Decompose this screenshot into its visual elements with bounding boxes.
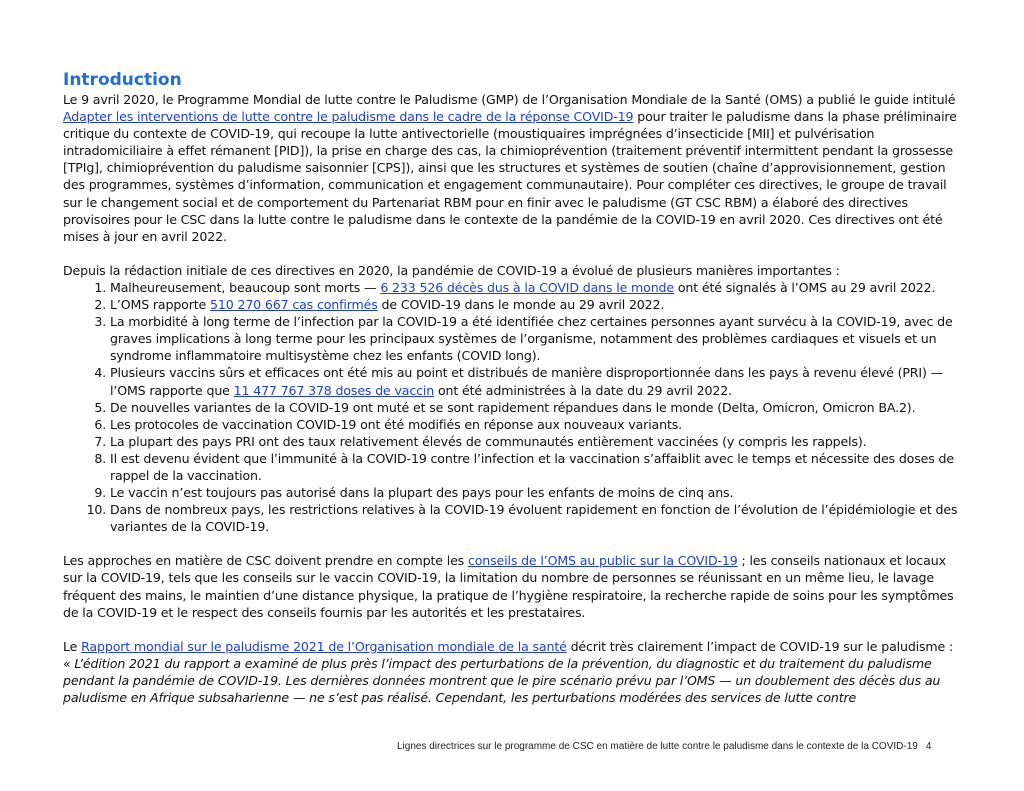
intro-text-1: Le 9 avril 2020, le Programme Mondial de lutte contre le Paludisme (GMP) de l’Organisation Mondiale de la Santé (OMS) a publié le guide intitulé <box>63 92 956 107</box>
page-content <box>63 70 958 706</box>
list-item: 4. Plusieurs vaccins sûrs et efficaces ont été mis au point et distribués de manière disproportionnée dans les pays à revenu élevé (PRI) — l’OMS rapporte que 11 477 767 378 doses de vaccin ont été administrées à la date du 29 avril 2022. <box>110 364 958 398</box>
paragraph-spacer <box>63 535 958 552</box>
list-item: 8. Il est devenu évident que l’immunité à la COVID-19 contre l’infection et la vaccination s’affaiblit avec le temps et nécessite des doses de rappel de la vaccination. <box>110 450 958 484</box>
covid-deaths-link[interactable]: 6 233 526 décès dus à la COVID dans le monde <box>380 279 675 295</box>
malaria-report-paragraph: Le Rapport mondial sur le paludisme 2021 de l’Organisation mondiale de la santé décrit très clairement l’impact de COVID-19 sur le paludisme : « L’édition 2021 du rapport a examiné de plus près l’impact des perturbations de la prévention, du diagnostic et du traitement du paludisme pendant la pandémie de COVID-19. Les dernières données montrent que le pire scénario prévu par l’OMS — un doublement des décès dus au paludisme en Afrique subsaharienne — ne s’est pas réalisé. Cependant, les perturbations modérées des services de lutte contre <box>63 638 954 705</box>
list-item: 9. Le vaccin n’est toujours pas autorisé dans la plupart des pays pour les enfants de moins de cinq ans. <box>110 484 958 501</box>
sbc-approaches-paragraph: Les approches en matière de CSC doivent prendre en compte les conseils de l’OMS au public sur la COVID-19 ; les conseils nationaux et locaux sur la COVID-19, tels que les conseils sur le vaccin COVID-19, la limitation du nombre de personnes se réunissant en un même lieu, le lavage fréquent des mains, le maintien d’une distance physique, la pratique de l’hygiène respiratoire, la recherche rapide de soins pour les symptômes de la COVID-19 et le respect des conseils fournis par les autorités et les prestataires. <box>63 553 954 620</box>
list-item: 10. Dans de nombreux pays, les restrictions relatives à la COVID-19 évoluent rapidement en fonction de l’évolution de l’épidémiologie et des variantes de la COVID-19. <box>110 501 958 535</box>
report-quote: L’édition 2021 du rapport a examiné de plus près l’impact des perturbations de la prévention, du diagnostic et du traitement du paludisme pendant la pandémie de COVID-19. Les dernières données montrent que le pire scénario prévu par l’OMS — un doublement des décès dus au paludisme en Afrique subsaharienne — ne s’est pas réalisé. Cependant, les perturbations modérées des services de lutte contre <box>63 655 941 705</box>
confirmed-cases-link[interactable]: 510 270 667 cas confirmés <box>210 297 378 313</box>
paragraph-spacer <box>63 245 958 262</box>
list-item: 5. De nouvelles variantes de la COVID-19 ont muté et se sont rapidement répandues dans le monde (Delta, Omicron, Omicron BA.2). <box>110 399 958 416</box>
list-item: 3. La morbidité à long terme de l’infection par la COVID-19 a été identifiée chez certaines personnes ayant survécu à la COVID-19, avec de graves implications à long terme pour les principaux systèmes de l’organisme, notamment des problèmes cardiaques et visuels et un syndrome inflammatoire multisystème chez les enfants (COVID long). <box>110 313 958 364</box>
page-footer <box>397 740 957 753</box>
list-item: 2. L’OMS rapporte 510 270 667 cas confirmés de COVID-19 dans le monde au 29 avril 2022. <box>110 296 958 313</box>
list-item: 6. Les protocoles de vaccination COVID-19 ont été modifiés en réponse aux nouveaux variants. <box>110 416 958 433</box>
world-malaria-report-link[interactable]: Rapport mondial sur le paludisme 2021 de l’Organisation mondiale de la santé <box>81 638 567 654</box>
gmp-guide-link[interactable]: Adapter les interventions de lutte contre le paludisme dans le cadre de la réponse COVID-19 <box>63 109 634 125</box>
who-public-advice-link[interactable]: conseils de l’OMS au public sur la COVID-19 <box>467 553 738 569</box>
vaccine-doses-link[interactable]: 11 477 767 378 doses de vaccin <box>233 382 435 398</box>
page-number: 4 <box>925 741 932 752</box>
list-item: 1. Malheureusement, beaucoup sont morts — 6 233 526 décès dus à la COVID dans le monde ont été signalés à l’OMS au 29 avril 2022. <box>110 279 958 296</box>
intro-paragraph <box>63 91 958 245</box>
section-heading: Introduction <box>63 70 182 90</box>
intro-text-2: pour traiter le paludisme dans la phase préliminaire critique du contexte de COVID-19, qui recoupe la lutte antivectorielle (moustiquaires imprégnées d’insecticide [MII] et pulvérisation intradomiciliaire à effet rémanent [PID]), la prise en charge des cas, la chimioprévention (traitement préventif intermittent pendant la grossesse [TPIg], chimioprévention du paludisme saisonnier [CPS]), ainsi que les structures et systèmes de soutien (chaîne d’approvisionnement, gestion des programmes, systèmes d’information, communication et engagement communautaire). Pour compléter ces directives, le groupe de travail sur le changement social et de comportement du Partenariat RBM pour en finir avec le paludisme (GT CSC RBM) a élaboré des directives provisoires pour le CSC dans la lutte contre le paludisme dans le contexte de la pandémie de la COVID-19 en avril 2020. Ces directives ont été mises à jour en avril 2022. <box>63 109 957 244</box>
evolution-list <box>63 279 958 535</box>
footer-title: Lignes directrices sur le programme de CSC en matière de lutte contre le paludisme dans le contexte de la COVID-19 <box>397 741 918 752</box>
list-item: 7. La plupart des pays PRI ont des taux relativement élevés de communautés entièrement vaccinées (y compris les rappels). <box>110 433 958 450</box>
evolution-intro: Depuis la rédaction initiale de ces directives en 2020, la pandémie de COVID-19 a évolué de plusieurs manières importantes : <box>63 262 840 278</box>
paragraph-spacer <box>63 621 958 638</box>
